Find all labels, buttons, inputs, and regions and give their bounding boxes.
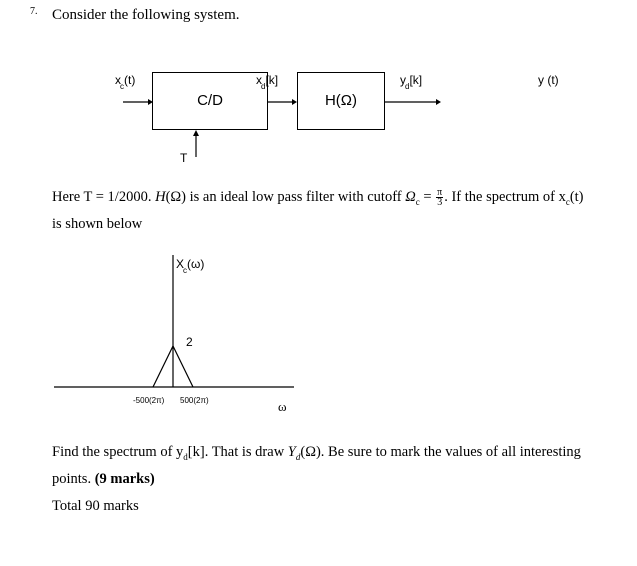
question-number: 7. bbox=[30, 6, 38, 17]
spectrum-plot bbox=[0, 240, 637, 420]
spectrum-label: $X_c(\omega)$ bbox=[176, 257, 205, 275]
continuous-output-label: y (t) bbox=[538, 73, 559, 87]
marks-label: (9 marks) bbox=[94, 470, 155, 487]
pi-over-3-fraction: $\frac{\pi}{3}$ bbox=[437, 187, 443, 209]
spectrum-peak-value: 2 bbox=[186, 335, 193, 349]
question-title: Consider the following system. bbox=[52, 7, 240, 23]
discrete-input-label: $x_d[k]$ bbox=[256, 73, 279, 91]
task-statement-line1: Find the spectrum of $y_d[k]$. That is draw $Y_d(\Omega)$. Be sure to mark the values of all interesting bbox=[52, 444, 581, 462]
omega-axis-label: ω bbox=[278, 399, 287, 414]
cd-converter-block bbox=[152, 72, 268, 130]
lowpass-filter-block bbox=[297, 72, 385, 130]
cd-block-label: C/D bbox=[197, 92, 223, 109]
tick-label-negative: -500(2π) bbox=[133, 396, 165, 405]
discrete-output-label: $y_d[k]$ bbox=[400, 73, 423, 91]
filter-block-label: H(Ω) bbox=[324, 92, 358, 109]
sampling-period-label: T bbox=[180, 151, 188, 165]
tick-label-positive: 500(2π) bbox=[180, 396, 209, 405]
task-statement bbox=[52, 441, 622, 490]
problem-statement-line2: is shown below bbox=[52, 215, 143, 232]
input-signal-label: $x_c(t)$ bbox=[115, 73, 136, 91]
problem-statement bbox=[52, 186, 622, 235]
problem-statement-line1: Here T = 1/2000. H(Ω) is an ideal low pass filter with cutoff $\Omega_c$ = $\frac{\pi}{3}$ . If the spectrum of $x_c(t)$ bbox=[52, 187, 584, 209]
task-statement-line2: points. (9 marks) bbox=[52, 470, 155, 487]
total-marks: Total 90 marks bbox=[52, 498, 139, 514]
